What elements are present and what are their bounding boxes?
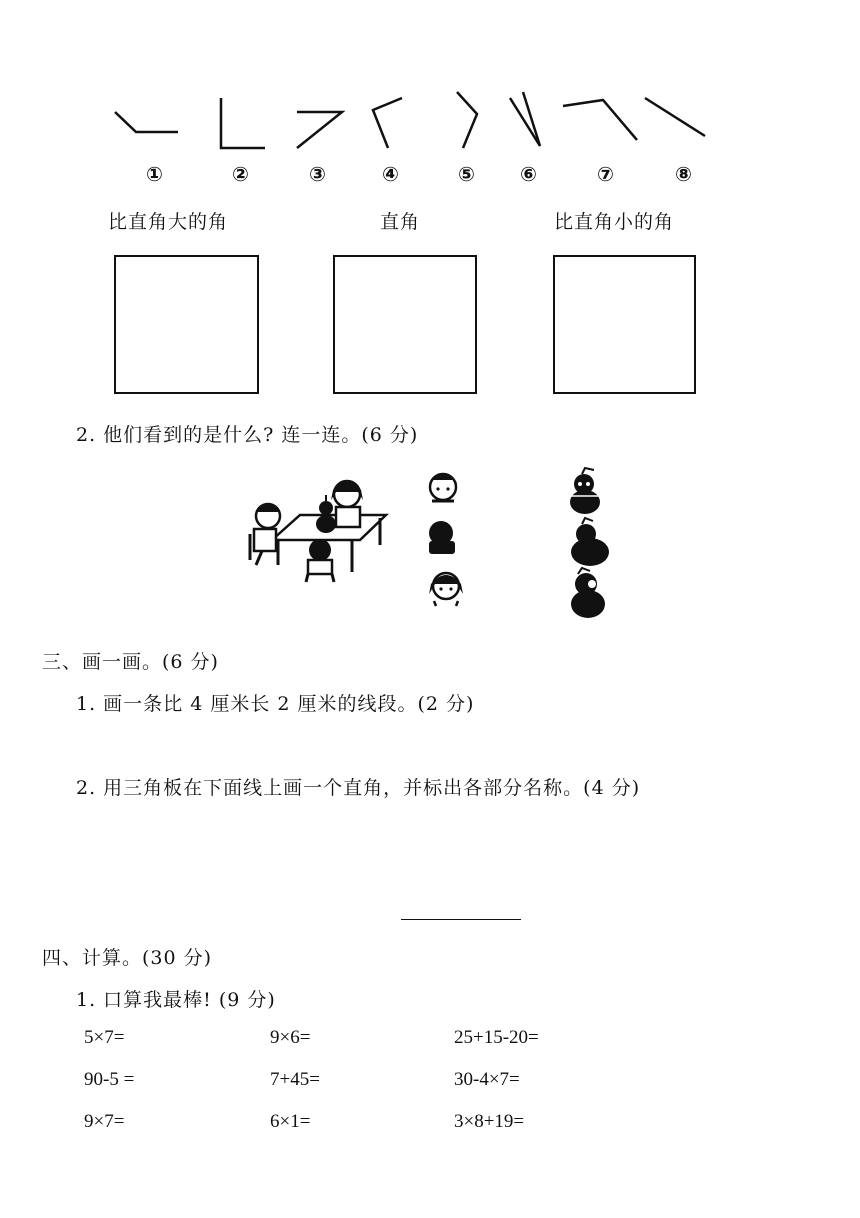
angle-number-3: ③ [309, 162, 326, 186]
section-3-question-1: 1. 画一条比 4 厘米长 2 厘米的线段。(2 分) [76, 693, 475, 715]
angle-number-4: ④ [382, 162, 399, 186]
calc-item: 30-4×7= [454, 1069, 520, 1090]
angle-number-8: ⑧ [675, 162, 692, 186]
category-larger-label: 比直角大的角 [108, 211, 229, 233]
section-3-title: 三、画一画。(6 分) [42, 651, 219, 673]
angle-number-2: ② [232, 162, 249, 186]
calc-item: 90-5 = [84, 1069, 135, 1090]
section-4-question-1: 1. 口算我最棒! (9 分) [76, 989, 276, 1011]
section-3-question-2: 2. 用三角板在下面线上画一个直角，并标出各部分名称。(4 分) [76, 777, 641, 799]
calc-item: 5×7= [84, 1027, 125, 1048]
calc-item: 9×6= [270, 1027, 311, 1048]
category-right-label: 直角 [380, 211, 421, 233]
angle-number-1: ① [146, 162, 163, 186]
angle-number-5: ⑤ [458, 162, 475, 186]
angle-number-7: ⑦ [597, 162, 614, 186]
calc-item: 7+45= [270, 1069, 320, 1090]
drawing-base-line[interactable] [401, 919, 521, 920]
calc-item: 6×1= [270, 1111, 311, 1132]
question-2-text: 2. 他们看到的是什么? 连一连。(6 分) [76, 424, 419, 446]
section-4-title: 四、计算。(30 分) [42, 947, 213, 969]
calc-item: 25+15-20= [454, 1027, 539, 1048]
calc-item: 9×7= [84, 1111, 125, 1132]
angle-number-6: ⑥ [520, 162, 537, 186]
category-smaller-label: 比直角小的角 [554, 211, 675, 233]
calc-item: 3×8+19= [454, 1111, 525, 1132]
